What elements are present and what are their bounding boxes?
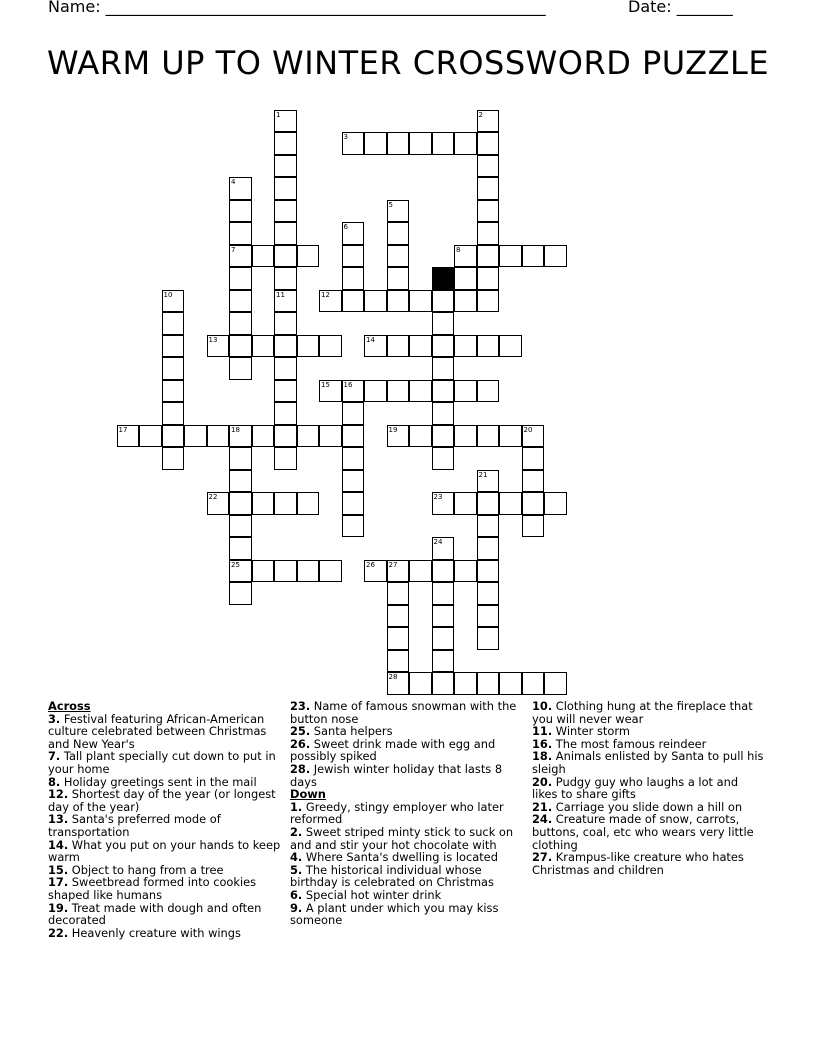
- grid-cell[interactable]: [477, 200, 500, 223]
- grid-cell[interactable]: [387, 425, 410, 448]
- clue-item: 3. Festival featuring African-American culture celebrated between Christmas and New Year's: [48, 711, 267, 751]
- clue-item-number: 10.: [532, 699, 553, 713]
- clue-item-number: 2.: [290, 824, 303, 839]
- grid-cell[interactable]: [387, 672, 410, 695]
- grid-cell[interactable]: [274, 110, 297, 133]
- clue-item-number: 25.: [290, 724, 311, 739]
- clue-number: 3: [343, 133, 348, 141]
- clue-item: 21. Carriage you slide down a hill on: [532, 799, 743, 814]
- clue-item-number: 15.: [48, 862, 69, 877]
- clue-item-number: 26.: [290, 736, 311, 751]
- grid-cell[interactable]: [252, 425, 275, 448]
- grid-cell[interactable]: [387, 200, 410, 223]
- grid-cell[interactable]: [342, 380, 365, 403]
- clue-item-number: 4.: [290, 850, 303, 865]
- grid-cell[interactable]: [477, 222, 500, 245]
- grid-cell[interactable]: [274, 560, 297, 583]
- grid-cell[interactable]: [297, 335, 320, 358]
- grid-cell[interactable]: [409, 672, 432, 695]
- grid-cell[interactable]: [477, 582, 500, 605]
- grid-cell[interactable]: [477, 380, 500, 403]
- grid-cell[interactable]: [162, 357, 185, 380]
- grid-cell[interactable]: [364, 380, 387, 403]
- grid-cell[interactable]: [387, 560, 410, 583]
- clue-number: 25: [231, 560, 240, 569]
- grid-cell[interactable]: [454, 267, 477, 290]
- clue-item: 28. Jewish winter holiday that lasts 8 days: [290, 761, 503, 789]
- clue-heading: Across: [48, 699, 91, 713]
- clue-item-number: 16.: [532, 736, 553, 751]
- grid-cell[interactable]: [522, 672, 545, 695]
- grid-cell[interactable]: [432, 290, 455, 313]
- grid-cell[interactable]: [499, 492, 522, 515]
- grid-cell[interactable]: [432, 425, 455, 448]
- clue-number: 5: [388, 200, 393, 209]
- grid-cell[interactable]: [162, 335, 185, 358]
- clue-item-number: 18.: [532, 749, 553, 764]
- grid-cell[interactable]: [477, 627, 500, 650]
- grid-cell[interactable]: [342, 132, 365, 155]
- clue-item: 12. Shortest day of the year (or longest day of the year): [48, 787, 276, 814]
- grid-cell[interactable]: [499, 245, 522, 268]
- grid-cell[interactable]: [252, 245, 275, 268]
- grid-cell[interactable]: [477, 492, 500, 515]
- grid-cell[interactable]: [342, 402, 365, 425]
- grid-cell[interactable]: [477, 537, 500, 560]
- clue-item-number: 7.: [48, 749, 61, 764]
- grid-cell[interactable]: [162, 425, 185, 448]
- grid-cell[interactable]: [274, 290, 297, 313]
- grid-cell[interactable]: [274, 245, 297, 268]
- clue-number: 14: [366, 335, 375, 344]
- date-line[interactable]: Date: _______: [628, 0, 733, 16]
- grid-cell[interactable]: [184, 425, 207, 448]
- grid-cell[interactable]: [477, 515, 500, 538]
- clue-item: 24. Creature made of snow, carrots, buttons, coal, etc who wears very little clothing: [532, 812, 754, 852]
- grid-cell[interactable]: [544, 492, 567, 515]
- grid-cell[interactable]: [229, 357, 252, 380]
- grid-cell[interactable]: [229, 222, 252, 245]
- clues-column-3: [532, 700, 767, 876]
- grid-cell[interactable]: [477, 672, 500, 695]
- grid-cell[interactable]: [342, 425, 365, 448]
- grid-cell[interactable]: [274, 155, 297, 178]
- grid-cell[interactable]: [432, 132, 455, 155]
- clue-item: 22. Heavenly creature with wings: [48, 925, 241, 940]
- grid-cell[interactable]: [454, 560, 477, 583]
- grid-cell[interactable]: [252, 335, 275, 358]
- grid-cell[interactable]: [162, 312, 185, 335]
- grid-cell[interactable]: [432, 402, 455, 425]
- grid-cell[interactable]: [432, 627, 455, 650]
- clue-item: 23. Name of famous snowman with the button nose: [290, 699, 517, 726]
- grid-cell[interactable]: [477, 267, 500, 290]
- clue-number: 28: [388, 673, 398, 681]
- grid-cell[interactable]: [342, 470, 365, 493]
- grid-cell[interactable]: [432, 447, 455, 470]
- clue-item: 25. Santa helpers: [290, 724, 393, 739]
- grid-cell[interactable]: [319, 290, 342, 313]
- grid-cell[interactable]: [229, 335, 252, 358]
- grid-cell[interactable]: [432, 380, 455, 403]
- grid-cell[interactable]: [522, 515, 545, 538]
- grid-cell[interactable]: [274, 447, 297, 470]
- grid-cell[interactable]: [499, 335, 522, 358]
- grid-cell[interactable]: [274, 402, 297, 425]
- grid-cell[interactable]: [319, 335, 342, 358]
- clue-item-number: 6.: [290, 887, 303, 902]
- clue-item: 7. Tall plant specially cut down to put in your home: [48, 749, 276, 776]
- clue-number: 21: [478, 470, 488, 479]
- clue-item: 16. The most famous reindeer: [532, 736, 707, 751]
- grid-cell[interactable]: [477, 470, 500, 493]
- grid-cell[interactable]: [387, 650, 410, 673]
- grid-cell[interactable]: [274, 492, 297, 515]
- clue-item: 9. A plant under which you may kiss someone: [290, 900, 499, 928]
- clue-item-number: 17.: [48, 875, 69, 890]
- grid-cell[interactable]: [297, 492, 320, 515]
- grid-cell[interactable]: [432, 492, 455, 515]
- grid-cell[interactable]: [117, 425, 140, 448]
- grid-cell[interactable]: [274, 425, 297, 448]
- grid-cell[interactable]: [342, 515, 365, 538]
- clue-number: 1: [276, 110, 281, 119]
- grid-cell[interactable]: [229, 492, 252, 515]
- grid-cell[interactable]: [499, 672, 522, 695]
- clue-item-number: 28.: [290, 761, 311, 776]
- grid-cell[interactable]: [409, 560, 432, 583]
- clue-number: 6: [343, 223, 348, 231]
- clue-item-number: 27.: [532, 850, 553, 865]
- grid-block: [432, 267, 455, 290]
- grid-cell[interactable]: [342, 447, 365, 470]
- clue-item: 17. Sweetbread formed into cookies shaped like humans: [48, 875, 257, 902]
- clue-item: 26. Sweet drink made with egg and possibly spiked: [290, 736, 496, 764]
- grid-cell[interactable]: [454, 492, 477, 515]
- grid-cell[interactable]: [274, 200, 297, 223]
- clue-number: 27: [388, 560, 398, 569]
- grid-cell[interactable]: [162, 447, 185, 470]
- clues-column-1: [48, 700, 283, 939]
- grid-cell[interactable]: [454, 672, 477, 695]
- grid-cell[interactable]: [477, 425, 500, 448]
- clue-item: 15. Object to hang from a tree: [48, 862, 224, 877]
- grid-cell[interactable]: [387, 132, 410, 155]
- clue-number: 11: [276, 290, 285, 299]
- clue-number: 20: [523, 425, 533, 434]
- clue-item: 18. Animals enlisted by Santa to pull his sleigh: [532, 749, 764, 776]
- grid-cell[interactable]: [477, 560, 500, 583]
- clue-number: 2: [478, 110, 483, 119]
- grid-cell[interactable]: [319, 425, 342, 448]
- grid-cell[interactable]: [364, 560, 387, 583]
- grid-cell[interactable]: [387, 267, 410, 290]
- grid-cell[interactable]: [499, 425, 522, 448]
- grid-cell[interactable]: [432, 605, 455, 628]
- grid-cell[interactable]: [364, 132, 387, 155]
- page-title: WARM UP TO WINTER CROSSWORD PUZZLE: [46, 44, 770, 82]
- grid-cell[interactable]: [274, 312, 297, 335]
- grid-cell[interactable]: [432, 582, 455, 605]
- grid-cell[interactable]: [162, 402, 185, 425]
- grid-cell[interactable]: [162, 290, 185, 313]
- grid-cell[interactable]: [387, 380, 410, 403]
- clue-item: 4. Where Santa's dwelling is located: [290, 850, 498, 865]
- grid-cell[interactable]: [229, 537, 252, 560]
- grid-cell[interactable]: [342, 267, 365, 290]
- clue-number: 12: [321, 290, 330, 299]
- grid-cell[interactable]: [229, 515, 252, 538]
- grid-cell[interactable]: [477, 110, 500, 133]
- grid-cell[interactable]: [544, 245, 567, 268]
- clue-number: 8: [456, 245, 461, 254]
- grid-cell[interactable]: [454, 380, 477, 403]
- grid-cell[interactable]: [454, 290, 477, 313]
- grid-cell[interactable]: [522, 447, 545, 470]
- clue-item-number: 11.: [532, 724, 553, 739]
- clue-number: 23: [433, 493, 443, 501]
- grid-cell[interactable]: [229, 582, 252, 605]
- clue-item-number: 9.: [290, 900, 303, 915]
- grid-cell[interactable]: [342, 290, 365, 313]
- grid-cell[interactable]: [229, 560, 252, 583]
- grid-cell[interactable]: [252, 560, 275, 583]
- clue-number: 22: [208, 493, 218, 501]
- clue-item: 1. Greedy, stingy employer who later reformed: [290, 799, 504, 827]
- clue-item: 2. Sweet striped minty stick to suck on and and stir your hot chocolate with: [290, 824, 514, 852]
- grid-cell[interactable]: [477, 245, 500, 268]
- clue-item: 10. Clothing hung at the fireplace that you will never wear: [532, 699, 753, 726]
- clue-heading: Down: [290, 787, 326, 802]
- grid-cell[interactable]: [522, 470, 545, 493]
- grid-cell[interactable]: [229, 245, 252, 268]
- clue-number: 4: [231, 178, 236, 186]
- grid-cell[interactable]: [432, 312, 455, 335]
- grid-cell[interactable]: [522, 425, 545, 448]
- clue-item-number: 5.: [290, 862, 303, 877]
- clue-item-number: 21.: [532, 799, 553, 814]
- grid-cell[interactable]: [477, 605, 500, 628]
- grid-cell[interactable]: [387, 290, 410, 313]
- clues-column-2: [290, 700, 525, 927]
- clue-item: 14. What you put on your hands to keep warm: [48, 837, 281, 865]
- grid-cell[interactable]: [544, 672, 567, 695]
- clue-item: 8. Holiday greetings sent in the mail: [48, 774, 257, 789]
- clue-number: 18: [231, 425, 240, 434]
- clue-number: 10: [163, 290, 173, 299]
- grid-cell[interactable]: [409, 380, 432, 403]
- clue-number: 9: [433, 268, 438, 276]
- clue-item-number: 8.: [48, 774, 61, 789]
- grid-cell[interactable]: [387, 335, 410, 358]
- grid-cell[interactable]: [364, 335, 387, 358]
- grid-cell[interactable]: [477, 290, 500, 313]
- grid-cell[interactable]: [252, 492, 275, 515]
- clue-number: 15: [321, 380, 330, 389]
- grid-cell[interactable]: [387, 627, 410, 650]
- grid-cell[interactable]: [342, 245, 365, 268]
- grid-cell[interactable]: [432, 560, 455, 583]
- clue-item: 19. Treat made with dough and often decorated: [48, 900, 262, 928]
- grid-cell[interactable]: [274, 380, 297, 403]
- grid-cell[interactable]: [297, 560, 320, 583]
- grid-cell[interactable]: [139, 425, 162, 448]
- clue-item-number: 12.: [48, 787, 69, 802]
- clue-item: 13. Santa's preferred mode of transportation: [48, 812, 221, 839]
- grid-cell[interactable]: [454, 245, 477, 268]
- grid-cell[interactable]: [274, 335, 297, 358]
- clue-number: 19: [388, 425, 398, 434]
- clue-item-number: 24.: [532, 812, 553, 827]
- clue-number: 24: [433, 538, 443, 546]
- clue-number: 13: [208, 335, 218, 344]
- clue-item: 20. Pudgy guy who laughs a lot and likes to share gifts: [532, 774, 739, 802]
- grid-cell[interactable]: [387, 582, 410, 605]
- grid-cell[interactable]: [229, 177, 252, 200]
- grid-cell[interactable]: [432, 537, 455, 560]
- grid-cell[interactable]: [229, 312, 252, 335]
- grid-cell[interactable]: [229, 290, 252, 313]
- clue-item-number: 19.: [48, 900, 69, 915]
- grid-cell[interactable]: [432, 672, 455, 695]
- grid-cell[interactable]: [522, 492, 545, 515]
- grid-cell[interactable]: [432, 357, 455, 380]
- grid-cell[interactable]: [454, 425, 477, 448]
- grid-cell[interactable]: [274, 222, 297, 245]
- clue-number: 17: [118, 425, 128, 434]
- name-line[interactable]: Name: _______________________________________________________: [48, 0, 546, 16]
- grid-cell[interactable]: [229, 470, 252, 493]
- grid-cell[interactable]: [274, 132, 297, 155]
- grid-cell[interactable]: [229, 447, 252, 470]
- grid-cell[interactable]: [274, 357, 297, 380]
- grid-cell[interactable]: [297, 425, 320, 448]
- grid-cell[interactable]: [274, 267, 297, 290]
- grid-cell[interactable]: [162, 380, 185, 403]
- grid-cell[interactable]: [229, 267, 252, 290]
- clue-item-number: 23.: [290, 699, 311, 713]
- clue-item: 5. The historical individual whose birthday is celebrated on Christmas: [290, 862, 494, 890]
- grid-cell[interactable]: [409, 335, 432, 358]
- clue-item: 27. Krampus-like creature who hates Christmas and children: [532, 850, 744, 877]
- grid-cell[interactable]: [409, 132, 432, 155]
- grid-cell[interactable]: [297, 245, 320, 268]
- grid-cell[interactable]: [319, 380, 342, 403]
- grid-cell[interactable]: [477, 155, 500, 178]
- clue-item: 6. Special hot winter drink: [290, 887, 442, 902]
- clue-item-number: 20.: [532, 774, 553, 789]
- clue-item-number: 13.: [48, 812, 69, 827]
- grid-cell[interactable]: [342, 222, 365, 245]
- grid-cell[interactable]: [409, 425, 432, 448]
- grid-cell[interactable]: [207, 492, 230, 515]
- clue-number: 16: [343, 380, 353, 389]
- grid-cell[interactable]: [454, 132, 477, 155]
- grid-cell[interactable]: [477, 177, 500, 200]
- clue-item-number: 1.: [290, 799, 303, 814]
- clue-number: 26: [366, 560, 375, 569]
- clue-number: 7: [231, 245, 236, 254]
- grid-cell[interactable]: [432, 335, 455, 358]
- grid-cell[interactable]: [409, 290, 432, 313]
- grid-cell[interactable]: [477, 335, 500, 358]
- grid-cell[interactable]: [477, 132, 500, 155]
- grid-cell[interactable]: [387, 245, 410, 268]
- grid-cell[interactable]: [432, 650, 455, 673]
- grid-cell[interactable]: [207, 425, 230, 448]
- grid-cell[interactable]: [342, 492, 365, 515]
- grid-cell[interactable]: [207, 335, 230, 358]
- grid-cell[interactable]: [387, 222, 410, 245]
- grid-cell[interactable]: [274, 177, 297, 200]
- grid-cell[interactable]: [229, 200, 252, 223]
- grid-cell[interactable]: [319, 560, 342, 583]
- grid-cell[interactable]: [522, 245, 545, 268]
- grid-cell[interactable]: [364, 290, 387, 313]
- grid-cell[interactable]: [454, 335, 477, 358]
- clue-item: 11. Winter storm: [532, 724, 630, 739]
- clue-item-number: 14.: [48, 837, 69, 852]
- grid-cell[interactable]: [229, 425, 252, 448]
- clue-item-number: 3.: [48, 711, 61, 726]
- clue-item-number: 22.: [48, 925, 69, 940]
- grid-cell[interactable]: [387, 605, 410, 628]
